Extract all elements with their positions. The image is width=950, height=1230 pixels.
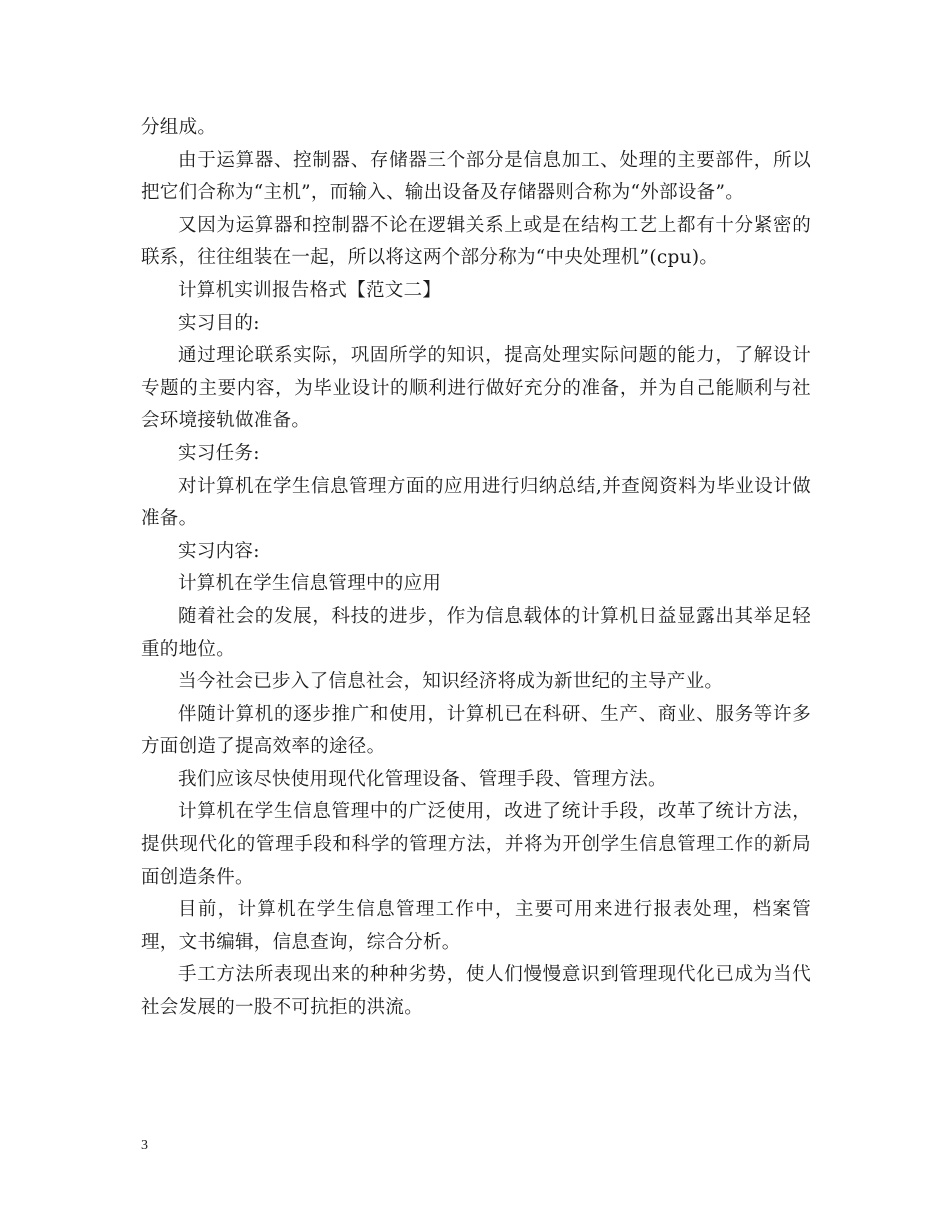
paragraph: 伴随计算机的逐步推广和使用，计算机已在科研、生产、商业、服务等许多方面创造了提高效率的途径。 <box>141 703 811 758</box>
subheading: 实习任务: <box>178 442 260 464</box>
paragraph: 手工方法所表现出来的种种劣势，使人们慢慢意识到管理现代化已成为当代社会发展的一股不可抗拒的洪流。 <box>141 964 811 1019</box>
paragraph: 我们应该尽快使用现代化管理设备、管理手段、管理方法。 <box>178 768 667 790</box>
paragraph: 对计算机在学生信息管理方面的应用进行归纳总结,并查阅资料为毕业设计做准备。 <box>141 475 811 530</box>
paragraph: 当今社会已步入了信息社会，知识经济将成为新世纪的主导产业。 <box>178 671 724 693</box>
paragraph: 计算机在学生信息管理中的广泛使用，改进了统计手段，改革了统计方法，提供现代化的管理手段和科学的管理方法，并将为开创学生信息管理工作的新局面创造条件。 <box>141 801 811 888</box>
document-body <box>141 112 811 1025</box>
paragraph: 又因为运算器和控制器不论在逻辑关系上或是在结构工艺上都有十分紧密的联系，往往组装在一起，所以将这两个部分称为“中央处理机”(cpu)。 <box>141 214 811 269</box>
paragraph: 计算机在学生信息管理中的应用 <box>178 573 442 595</box>
paragraph: 目前，计算机在学生信息管理工作中，主要可用来进行报表处理，档案管理，文书编辑，信息查询，综合分析。 <box>141 899 811 953</box>
subheading: 实习目的: <box>178 312 260 334</box>
page-number: 3 <box>141 1138 148 1153</box>
subheading: 实习内容: <box>178 540 260 562</box>
paragraph: 分组成。 <box>141 117 217 138</box>
paragraph: 由于运算器、控制器、存储器三个部分是信息加工、处理的主要部件，所以把它们合称为“主机”，而输入、输出设备及存储器则合称为“外部设备”。 <box>141 149 811 204</box>
paragraph: 随着社会的发展，科技的进步，作为信息载体的计算机日益显露出其举足轻重的地位。 <box>141 605 811 660</box>
section-heading: 计算机实训报告格式【范文二】 <box>178 279 442 301</box>
paragraph: 通过理论联系实际，巩固所学的知识，提高处理实际问题的能力，了解设计专题的主要内容，为毕业设计的顺利进行做好充分的准备，并为自己能顺利与社会环境接轨做准备。 <box>141 345 811 432</box>
